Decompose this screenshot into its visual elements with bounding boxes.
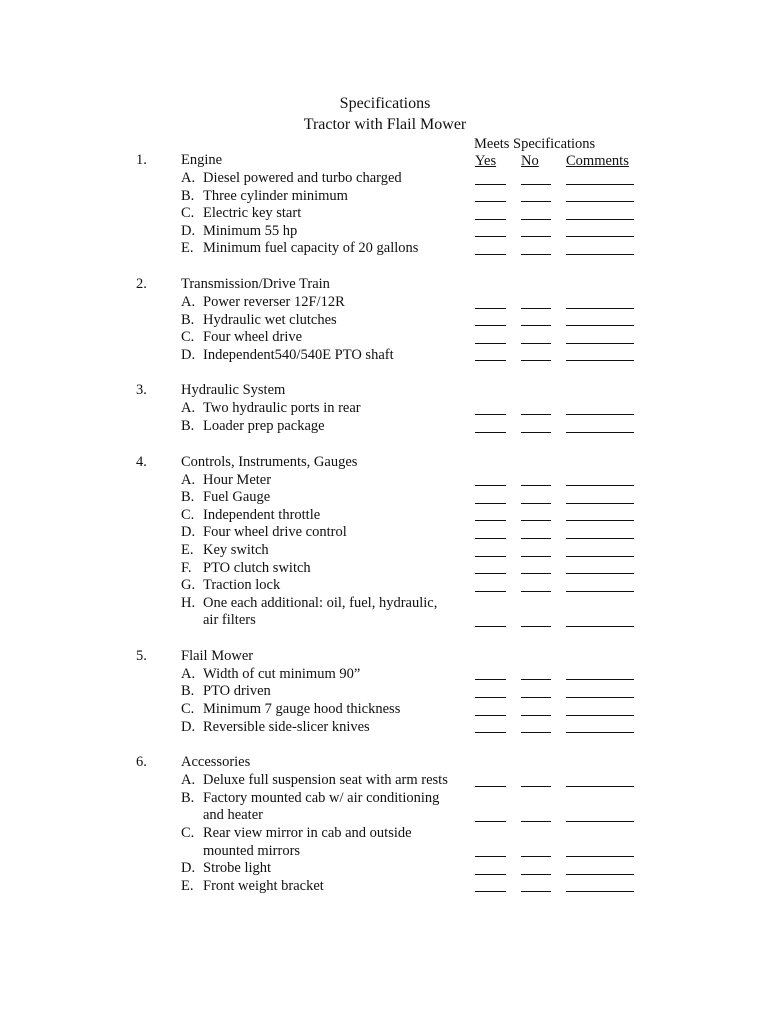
item-description: Minimum fuel capacity of 20 gallons: [203, 240, 419, 257]
spec-item: [0, 489, 770, 507]
comments-answer-blank[interactable]: [566, 236, 634, 237]
answer-blanks: [0, 219, 770, 220]
spec-item-text: [0, 240, 770, 258]
answer-blanks: [0, 732, 770, 733]
comments-answer-blank[interactable]: [566, 325, 634, 326]
answer-blanks: [0, 874, 770, 875]
spec-item-text: [0, 188, 770, 206]
yes-answer-blank[interactable]: [475, 360, 506, 361]
meets-specifications-header: Meets Specifications: [474, 136, 596, 152]
section-title: Hydraulic System: [181, 382, 286, 399]
answer-blanks: [0, 432, 770, 433]
spec-item: [0, 507, 770, 525]
comments-answer-blank[interactable]: [566, 254, 634, 255]
spec-section: [0, 754, 770, 895]
item-letter: A.: [181, 400, 196, 417]
item-description: Rear view mirror in cab and outside: [203, 825, 412, 842]
spec-item-text: [0, 790, 770, 825]
answer-blanks: [0, 520, 770, 521]
answer-blanks: [0, 697, 770, 698]
section-title: Accessories: [181, 754, 251, 771]
answer-blanks: [0, 891, 770, 892]
comments-answer-blank[interactable]: [566, 414, 634, 415]
yes-answer-blank[interactable]: [475, 556, 506, 557]
item-description: Two hydraulic ports in rear: [203, 400, 361, 417]
spec-item: [0, 294, 770, 312]
item-description: Hydraulic wet clutches: [203, 311, 337, 328]
no-answer-blank[interactable]: [521, 786, 551, 787]
answer-blanks: [0, 360, 770, 361]
spec-item-text: [0, 860, 770, 878]
answer-blanks: [0, 414, 770, 415]
item-letter: A.: [181, 471, 196, 488]
spec-item: [0, 825, 770, 860]
no-answer-blank[interactable]: [521, 432, 551, 433]
no-answer-blank[interactable]: [521, 201, 551, 202]
answer-blanks: [0, 821, 770, 822]
spec-item-text: [0, 312, 770, 330]
item-description: One each additional: oil, fuel, hydraulic,: [203, 594, 438, 611]
answer-blanks: [0, 503, 770, 504]
item-description: Independent throttle: [203, 506, 321, 523]
no-answer-blank[interactable]: [521, 573, 551, 574]
spec-item-text: [0, 577, 770, 595]
spec-item-text: [0, 719, 770, 737]
item-letter: D.: [181, 718, 196, 735]
yes-answer-blank[interactable]: [475, 308, 506, 309]
answer-blanks: [0, 626, 770, 627]
comments-answer-blank[interactable]: [566, 538, 634, 539]
spec-item: [0, 400, 770, 418]
comments-answer-blank[interactable]: [566, 874, 634, 875]
item-letter: D.: [181, 222, 196, 239]
no-answer-blank[interactable]: [521, 556, 551, 557]
item-description: Electric key start: [203, 205, 302, 222]
comments-answer-blank[interactable]: [566, 679, 634, 680]
item-letter: E.: [181, 240, 194, 257]
yes-answer-blank[interactable]: [475, 591, 506, 592]
section-number: 3.: [136, 382, 147, 399]
no-answer-blank[interactable]: [521, 308, 551, 309]
yes-answer-blank[interactable]: [475, 856, 506, 857]
spec-item: [0, 772, 770, 790]
answer-blanks: [0, 254, 770, 255]
spec-item-text: [0, 223, 770, 241]
item-letter: D.: [181, 524, 196, 541]
comments-answer-blank[interactable]: [566, 308, 634, 309]
no-answer-blank[interactable]: [521, 414, 551, 415]
answer-blanks: [0, 325, 770, 326]
spec-item: [0, 666, 770, 684]
item-letter: C.: [181, 825, 195, 842]
item-description: Diesel powered and turbo charged: [203, 170, 402, 186]
yes-answer-blank[interactable]: [475, 254, 506, 255]
no-answer-blank[interactable]: [521, 360, 551, 361]
column-header-comments: Comments: [566, 153, 629, 169]
spec-item: [0, 312, 770, 330]
answer-blanks: [0, 715, 770, 716]
no-answer-blank[interactable]: [521, 697, 551, 698]
spec-item: [0, 418, 770, 436]
spec-section: [0, 152, 770, 258]
yes-answer-blank[interactable]: [475, 538, 506, 539]
comments-answer-blank[interactable]: [566, 432, 634, 433]
spec-item-text: [0, 170, 770, 188]
item-description: Independent540/540E PTO shaft: [203, 346, 394, 363]
yes-answer-blank[interactable]: [475, 626, 506, 627]
item-letter: C.: [181, 506, 195, 523]
spec-item: [0, 560, 770, 578]
item-description: Minimum 7 gauge hood thickness: [203, 701, 401, 718]
item-letter: E.: [181, 877, 194, 894]
item-letter: A.: [181, 665, 196, 682]
spec-item: [0, 347, 770, 365]
item-letter: D.: [181, 346, 196, 363]
no-answer-blank[interactable]: [521, 591, 551, 592]
no-answer-blank[interactable]: [521, 219, 551, 220]
spec-item: [0, 188, 770, 206]
item-description: Width of cut minimum 90”: [203, 665, 361, 682]
answer-blanks: [0, 538, 770, 539]
yes-answer-blank[interactable]: [475, 732, 506, 733]
no-answer-blank[interactable]: [521, 325, 551, 326]
comments-answer-blank[interactable]: [566, 891, 634, 892]
comments-answer-blank[interactable]: [566, 343, 634, 344]
yes-answer-blank[interactable]: [475, 414, 506, 415]
item-description: Fuel Gauge: [203, 489, 271, 506]
no-answer-blank[interactable]: [521, 732, 551, 733]
spec-item-text: [0, 400, 770, 418]
yes-answer-blank[interactable]: [475, 343, 506, 344]
item-description: air filters: [203, 612, 256, 629]
item-description: Reversible side-slicer knives: [203, 718, 370, 735]
spec-item: [0, 472, 770, 490]
comments-answer-blank[interactable]: [566, 697, 634, 698]
spec-item: [0, 542, 770, 560]
section-title: Controls, Instruments, Gauges: [181, 453, 358, 470]
item-letter: F.: [181, 559, 192, 576]
section-number: 1.: [136, 152, 147, 168]
item-letter: G.: [181, 577, 196, 594]
item-description: Four wheel drive: [203, 329, 303, 346]
no-answer-blank[interactable]: [521, 184, 551, 185]
item-letter: B.: [181, 417, 195, 434]
item-letter: B.: [181, 789, 195, 806]
spec-sections: [0, 152, 770, 913]
spec-item: [0, 524, 770, 542]
comments-answer-blank[interactable]: [566, 715, 634, 716]
spec-item: [0, 170, 770, 188]
item-description: mounted mirrors: [203, 842, 301, 859]
section-title: Transmission/Drive Train: [181, 275, 330, 292]
spec-section: [0, 454, 770, 630]
no-answer-blank[interactable]: [521, 485, 551, 486]
yes-answer-blank[interactable]: [475, 573, 506, 574]
spec-item: [0, 719, 770, 737]
yes-answer-blank[interactable]: [475, 874, 506, 875]
spec-item: [0, 683, 770, 701]
spec-item: [0, 240, 770, 258]
item-description: Power reverser 12F/12R: [203, 293, 345, 310]
answer-blanks: [0, 236, 770, 237]
spec-item-text: [0, 772, 770, 790]
document-title: Specifications: [339, 95, 431, 112]
item-letter: A.: [181, 772, 196, 789]
item-letter: H.: [181, 594, 196, 611]
spec-item-text: [0, 489, 770, 507]
item-letter: B.: [181, 187, 195, 204]
spec-item: [0, 329, 770, 347]
spec-item: [0, 223, 770, 241]
yes-answer-blank[interactable]: [475, 679, 506, 680]
item-letter: C.: [181, 329, 195, 346]
no-answer-blank[interactable]: [521, 626, 551, 627]
yes-answer-blank[interactable]: [475, 485, 506, 486]
item-letter: C.: [181, 205, 195, 222]
yes-answer-blank[interactable]: [475, 503, 506, 504]
item-description: Strobe light: [203, 860, 272, 877]
item-description: and heater: [203, 807, 263, 824]
spec-item-text: [0, 507, 770, 525]
item-description: Loader prep package: [203, 417, 325, 434]
spec-item: [0, 577, 770, 595]
spec-item-text: [0, 294, 770, 312]
spec-item-text: [0, 542, 770, 560]
item-letter: A.: [181, 293, 196, 310]
no-answer-blank[interactable]: [521, 254, 551, 255]
spec-item-text: [0, 878, 770, 896]
item-letter: A.: [181, 170, 196, 186]
answer-blanks: [0, 856, 770, 857]
spec-section: [0, 276, 770, 364]
yes-answer-blank[interactable]: [475, 236, 506, 237]
yes-answer-blank[interactable]: [475, 891, 506, 892]
yes-answer-blank[interactable]: [475, 697, 506, 698]
yes-answer-blank[interactable]: [475, 219, 506, 220]
spec-item-text: [0, 418, 770, 436]
section-title: Flail Mower: [181, 647, 254, 664]
column-header-no: No: [521, 153, 539, 169]
answer-blanks: [0, 485, 770, 486]
yes-answer-blank[interactable]: [475, 184, 506, 185]
document-subtitle: Tractor with Flail Mower: [303, 116, 467, 133]
comments-answer-blank[interactable]: [566, 573, 634, 574]
yes-answer-blank[interactable]: [475, 520, 506, 521]
comments-answer-blank[interactable]: [566, 520, 634, 521]
answer-blanks: [0, 343, 770, 344]
answer-blanks: [0, 786, 770, 787]
yes-answer-blank[interactable]: [475, 786, 506, 787]
comments-answer-blank[interactable]: [566, 184, 634, 185]
yes-answer-blank[interactable]: [475, 325, 506, 326]
no-answer-blank[interactable]: [521, 856, 551, 857]
no-answer-blank[interactable]: [521, 343, 551, 344]
item-description: Front weight bracket: [203, 877, 324, 894]
no-answer-blank[interactable]: [521, 715, 551, 716]
answer-blanks: [0, 556, 770, 557]
comments-answer-blank[interactable]: [566, 219, 634, 220]
item-letter: B.: [181, 311, 195, 328]
comments-answer-blank[interactable]: [566, 732, 634, 733]
no-answer-blank[interactable]: [521, 503, 551, 504]
spec-item: [0, 595, 770, 630]
comments-answer-blank[interactable]: [566, 591, 634, 592]
comments-answer-blank[interactable]: [566, 360, 634, 361]
yes-answer-blank[interactable]: [475, 201, 506, 202]
item-letter: E.: [181, 541, 194, 558]
section-number: 2.: [136, 275, 147, 292]
spec-item-text: [0, 683, 770, 701]
item-letter: B.: [181, 489, 195, 506]
answer-blanks: [0, 184, 770, 185]
item-description: PTO clutch switch: [203, 559, 311, 576]
spec-item-text: [0, 666, 770, 684]
item-description: PTO driven: [203, 683, 271, 700]
spec-item: [0, 860, 770, 878]
no-answer-blank[interactable]: [521, 891, 551, 892]
comments-answer-blank[interactable]: [566, 821, 634, 822]
spec-item-text: [0, 205, 770, 223]
comments-answer-blank[interactable]: [566, 786, 634, 787]
spec-item-text: [0, 524, 770, 542]
no-answer-blank[interactable]: [521, 821, 551, 822]
spec-item: [0, 701, 770, 719]
yes-answer-blank[interactable]: [475, 821, 506, 822]
spec-item-text: [0, 347, 770, 365]
comments-answer-blank[interactable]: [566, 503, 634, 504]
item-letter: C.: [181, 701, 195, 718]
item-description: Hour Meter: [203, 471, 272, 488]
answer-blanks: [0, 591, 770, 592]
item-description: Four wheel drive control: [203, 524, 347, 541]
yes-answer-blank[interactable]: [475, 432, 506, 433]
spec-item-text: [0, 560, 770, 578]
spec-section: [0, 648, 770, 736]
item-description: Traction lock: [203, 577, 281, 594]
spec-item-text: [0, 329, 770, 347]
no-answer-blank[interactable]: [521, 679, 551, 680]
item-description: Deluxe full suspension seat with arm rests: [203, 772, 448, 789]
section-title: Engine: [181, 152, 223, 168]
item-description: Three cylinder minimum: [203, 187, 348, 204]
comments-answer-blank[interactable]: [566, 556, 634, 557]
section-number: 6.: [136, 754, 147, 771]
answer-blanks: [0, 573, 770, 574]
answer-blanks: [0, 201, 770, 202]
spec-item: [0, 878, 770, 896]
answer-blanks: [0, 679, 770, 680]
no-answer-blank[interactable]: [521, 236, 551, 237]
section-number: 5.: [136, 647, 147, 664]
spec-section: [0, 382, 770, 435]
item-letter: B.: [181, 683, 195, 700]
column-header-yes: Yes: [475, 153, 497, 169]
item-description: Key switch: [203, 541, 269, 558]
answer-blanks: [0, 308, 770, 309]
item-description: Factory mounted cab w/ air conditioning: [203, 789, 440, 806]
comments-answer-blank[interactable]: [566, 201, 634, 202]
item-letter: D.: [181, 860, 196, 877]
comments-answer-blank[interactable]: [566, 485, 634, 486]
item-description: Minimum 55 hp: [203, 222, 298, 239]
no-answer-blank[interactable]: [521, 874, 551, 875]
yes-answer-blank[interactable]: [475, 715, 506, 716]
section-number: 4.: [136, 453, 147, 470]
spec-item: [0, 790, 770, 825]
spec-item-text: [0, 595, 770, 630]
spec-item-text: [0, 701, 770, 719]
spec-item-text: [0, 825, 770, 860]
spec-item: [0, 205, 770, 223]
comments-answer-blank[interactable]: [566, 856, 634, 857]
comments-answer-blank[interactable]: [566, 626, 634, 627]
no-answer-blank[interactable]: [521, 538, 551, 539]
no-answer-blank[interactable]: [521, 520, 551, 521]
spec-item-text: [0, 472, 770, 490]
